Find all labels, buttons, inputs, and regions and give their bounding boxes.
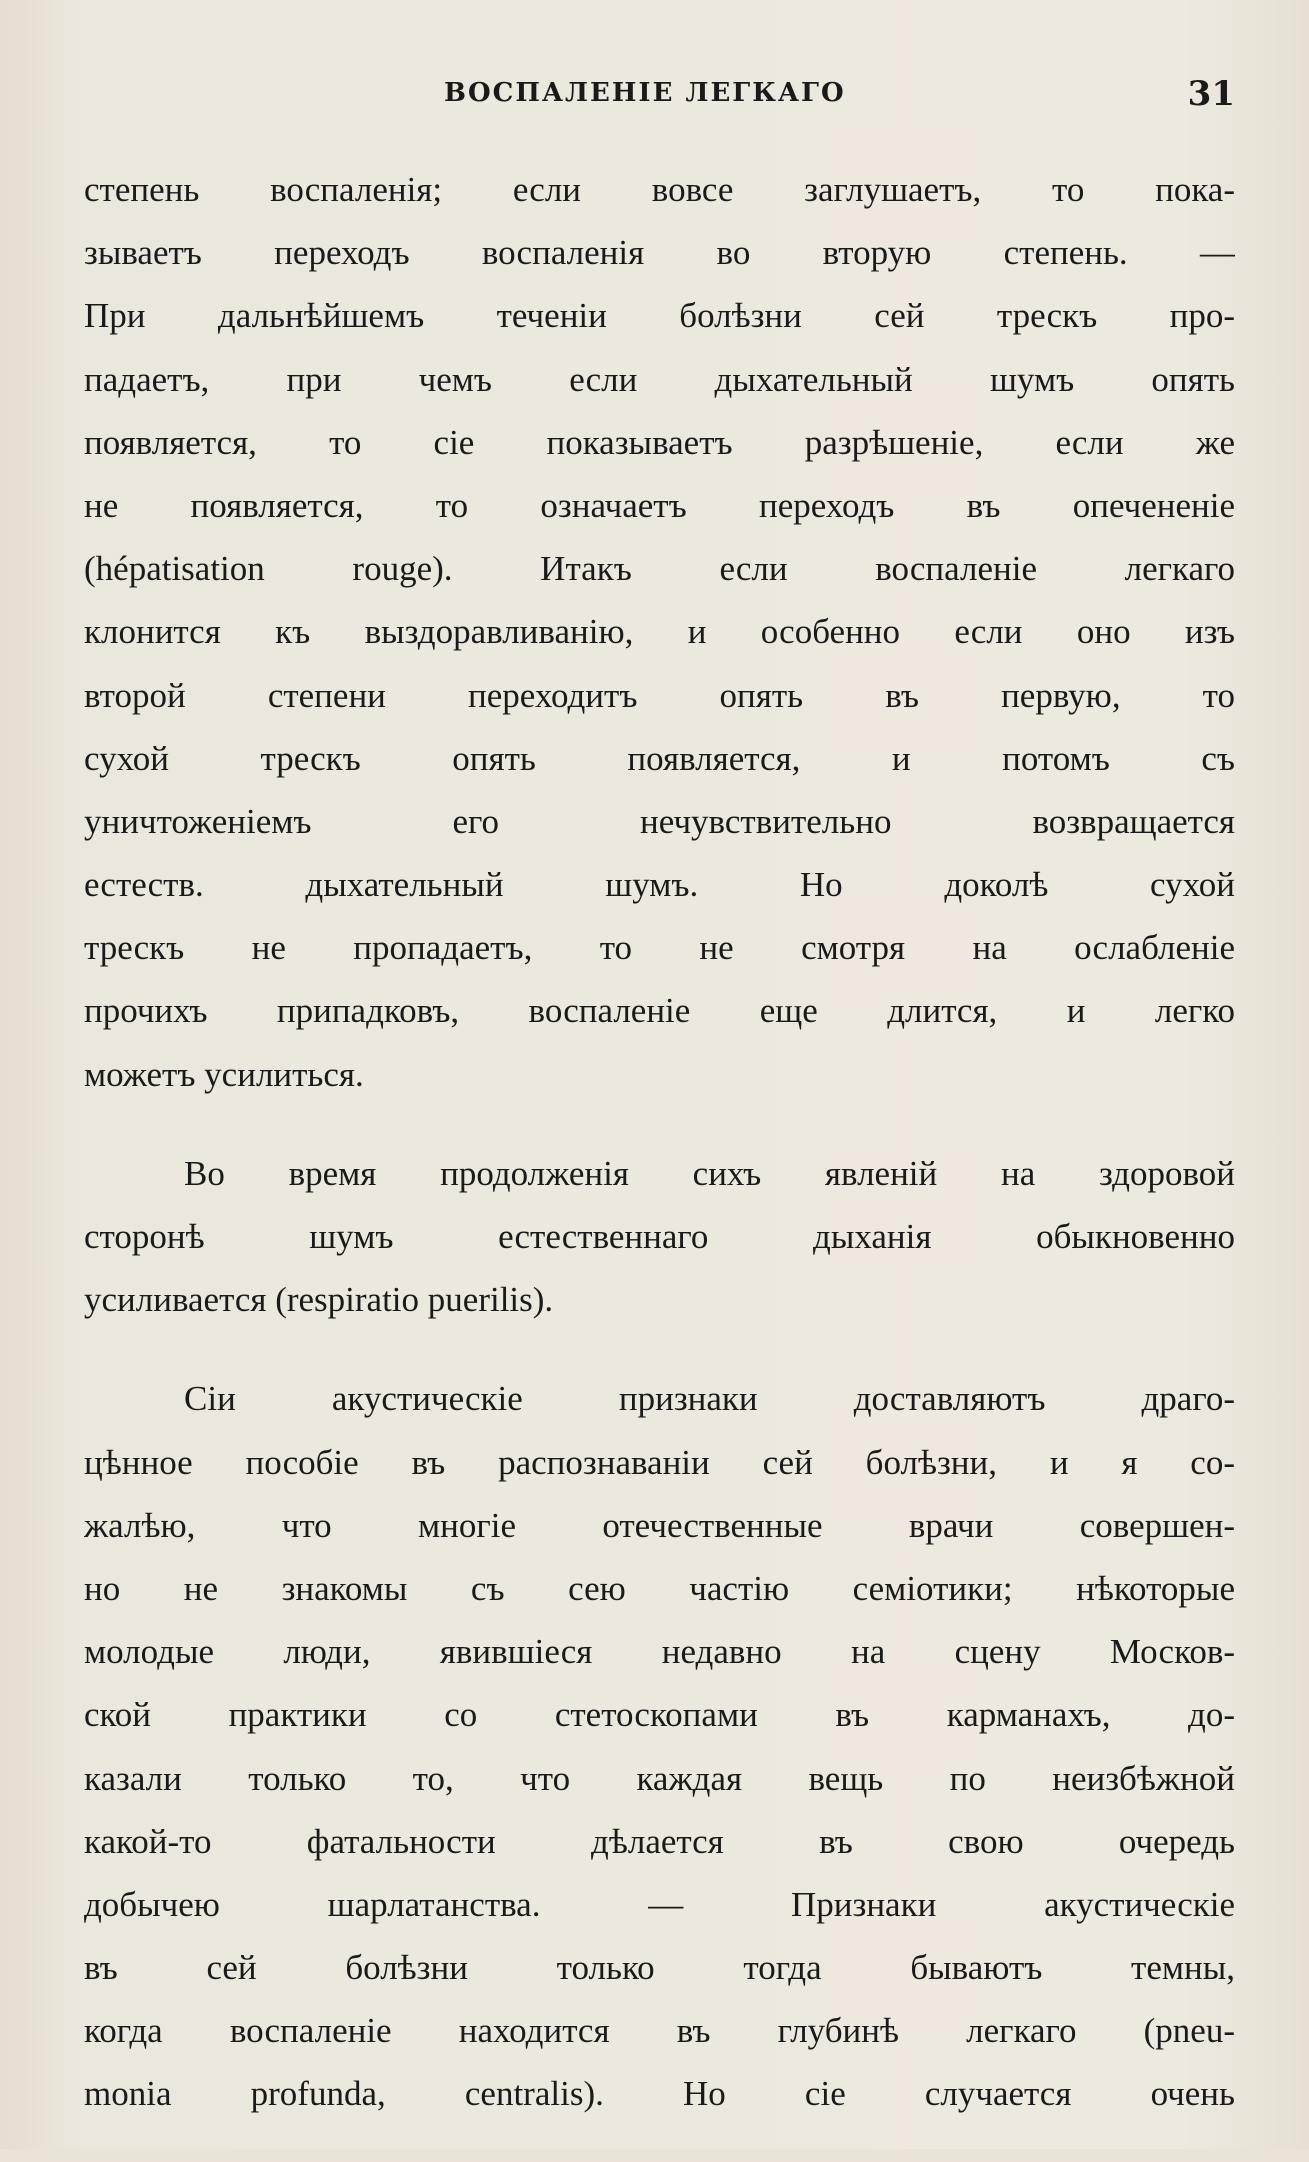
- paragraph-2: [84, 1142, 1235, 1332]
- text-line: (hépatisation rouge). Итакъ если воспаленіе легкаго: [84, 549, 1235, 589]
- running-title: ВОСПАЛЕНІЕ ЛЕГКАГО: [444, 78, 846, 108]
- text-line: При дальнѣйшемъ теченіи болѣзни сей трескъ про-: [84, 296, 1235, 336]
- paragraph-1: [84, 158, 1235, 1106]
- text-line: цѣнное пособіе въ распознаваніи сей болѣзни, и я со-: [84, 1442, 1235, 1482]
- text-line: добычею шарлатанства. — Признаки акустическіе: [84, 1884, 1235, 1924]
- text-line: monia profunda, centralis). Но сіе случается очень: [84, 2074, 1235, 2114]
- text-line: Во время продолженія сихъ явленій на здоровой: [184, 1153, 1235, 1193]
- text-line: естеств. дыхательный шумъ. Но доколѣ сухой: [84, 865, 1235, 905]
- text-line: усиливается (respiratio puerilis).: [84, 1280, 554, 1320]
- text-line: но не знакомы съ сею частію семіотики; нѣкоторые: [84, 1568, 1235, 1608]
- page-number: 31: [1187, 74, 1235, 114]
- text-line: какой-то фатальности дѣлается въ свою очередь: [84, 1821, 1235, 1861]
- text-line: второй степени переходитъ опять въ первую, то: [84, 675, 1235, 715]
- text-line: Сіи акустическіе признаки доставляютъ драго-: [184, 1379, 1235, 1419]
- text-line: не появляется, то означаетъ переходъ въ опечененіе: [84, 485, 1235, 525]
- text-line: ской практики со стетоскопами въ карманахъ, до-: [84, 1695, 1235, 1735]
- text-line: казали только то, что каждая вещь по неизбѣжной: [84, 1758, 1235, 1798]
- text-line: жалѣю, что многіе отечественные врачи совершен-: [84, 1505, 1235, 1545]
- text-line: степень воспаленія; если вовсе заглушаетъ, то пока-: [84, 170, 1235, 209]
- text-line: въ сей болѣзни только тогда бываютъ темны,: [84, 1948, 1235, 1988]
- text-line: зываетъ переходъ воспаленія во вторую степень. —: [84, 233, 1235, 273]
- page-header: [84, 74, 1235, 118]
- text-line: появляется, то сіе показываетъ разрѣшеніе, если же: [84, 422, 1235, 462]
- text-line: падаетъ, при чемъ если дыхательный шумъ опять: [84, 359, 1235, 399]
- text-line: трескъ не пропадаетъ, то не смотря на ослабленіе: [84, 928, 1235, 968]
- text-line: когда воспаленіе находится въ глубинѣ легкаго (pneu-: [84, 2011, 1235, 2051]
- text-line: клонится къ выздоравливанію, и особенно если оно изъ: [84, 612, 1235, 652]
- text-line: сторонѣ шумъ естественнаго дыханія обыкновенно: [84, 1217, 1235, 1256]
- text-line: можетъ усилиться.: [84, 1054, 364, 1094]
- body-text: [84, 158, 1235, 2162]
- text-line: прочихъ припадковъ, воспаленіе еще длится, и легко: [84, 991, 1235, 1031]
- text-line: сухой трескъ опять появляется, и потомъ съ: [84, 738, 1235, 778]
- paragraph-3: [84, 1367, 1235, 2125]
- text-line: молодые люди, явившіеся недавно на сцену Москов-: [84, 1632, 1235, 1672]
- text-line: уничтоженіемъ его нечувствительно возвращается: [84, 801, 1235, 841]
